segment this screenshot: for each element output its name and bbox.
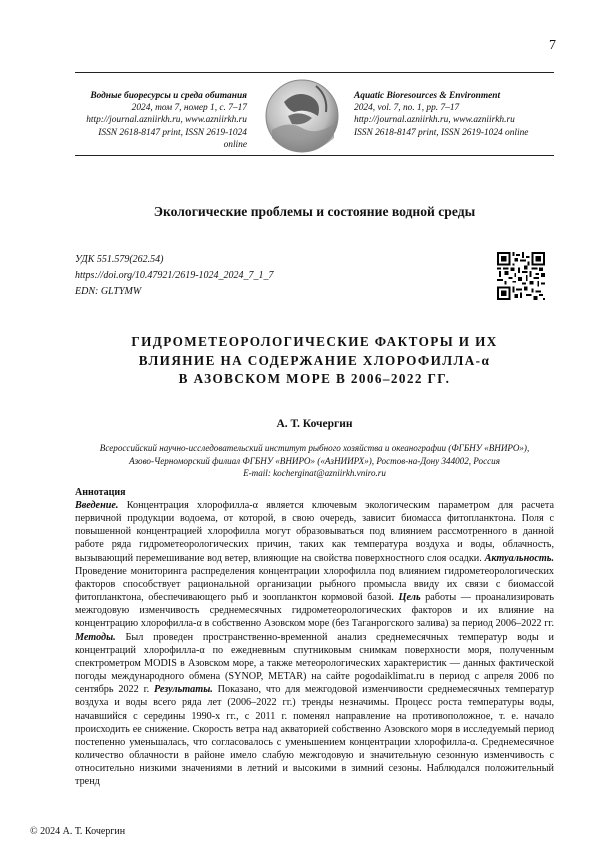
journal-urls-ru[interactable]: http://journal.azniirkh.ru, www.azniirkh.ru: [86, 115, 247, 126]
doi-link[interactable]: https://doi.org/10.47921/2619-1024_2024_7_1_7: [75, 270, 274, 281]
kw-methods: Методы.: [75, 631, 116, 643]
journal-logo: [258, 72, 346, 156]
abstract-methods-text: Был проведен пространственно-временной анализ среднемесячных температур воды и концентраций хлорофилла-α по ежедневным спутниковым снимкам поверхности моря, полученным спектрометром MODIS в Азовском море, а также метеорологических характеристик — данных фактической погоды международного обмена (SYNOP, METAR) на сайте pogodaiklimat.ru в период с апреля 2006 по сентябрь 2022 г.: [75, 631, 554, 696]
title-line-1: ГИДРОМЕТЕОРОЛОГИЧЕСКИЕ ФАКТОРЫ И ИХ: [131, 334, 498, 349]
abstract-relevance-text: Проведение мониторинга распределения концентрации хлорофилла под влиянием гидрометеорологических факторов способствует рациональной организации рыбного промысла ввиду их связи с биомассой фитопланктона, обеспечивающего рыб и зоопланктон кормовой базой.: [75, 565, 554, 604]
copyright-footer: © 2024 А. Т. Кочергин: [30, 826, 126, 837]
journal-header-en: [354, 90, 569, 139]
title-line-3: В АЗОВСКОМ МОРЕ В 2006–2022 ГГ.: [178, 371, 451, 386]
issue-info-ru: 2024, том 7, номер 1, с. 7–17: [131, 103, 247, 114]
article-title: [75, 333, 554, 389]
issn-en: ISSN 2618-8147 print, ISSN 2619-1024 online: [354, 127, 529, 138]
kw-relevance: Актуальность.: [484, 552, 554, 564]
kw-introduction: Введение.: [75, 500, 119, 511]
qr-code: [497, 252, 545, 300]
udk-code: УДК 551.579(262.54): [75, 254, 164, 265]
journal-header-ru: [75, 90, 247, 151]
abstract-heading: Аннотация: [75, 487, 126, 498]
abstract-intro-text: Концентрация хлорофилла-α является ключевым экологическим параметром для расчета первичной продукции водоема, от которой, в свою очередь, зависит биомасса фитопланктона. Поля с повышенной концентрацией хлорофилла могут образовываться под влиянием рассмотренного в данной работе ряда гидрометеорологических причин, таких как температура воздуха и воды, облачность, вызывающий перемешивание вод ветер, влияющие на свойства поверхностного слоя осадки.: [75, 500, 554, 564]
kw-aim: Цель: [398, 592, 421, 604]
affiliation-line-1: Всероссийский научно-исследовательский институт рыбного хозяйства и океанографии (ФГБНУ «ВНИРО»),: [99, 443, 530, 453]
abstract-aim-text: работы — проанализировать межгодовую изменчивость среднемесячных гидрометеорологических факторов и их влияние на концентрацию хлорофилла-α в собственно Азовском море (без Таганрогского залива) за период 2006–2022 гг.: [75, 592, 554, 630]
abstract-text: [75, 499, 554, 788]
article-meta: [75, 252, 274, 300]
journal-urls-en[interactable]: http://journal.azniirkh.ru, www.azniirkh.ru: [354, 115, 515, 126]
affiliation-line-2: Азово-Черноморский филиал ФГБНУ «ВНИРО» («АзНИИРХ»), Ростов-на-Дону 344002, Россия: [129, 455, 500, 466]
page-number: 7: [549, 38, 556, 53]
author-email[interactable]: E-mail: kocherginat@azniirkh.vniro.ru: [243, 468, 386, 479]
journal-name-ru: Водные биоресурсы и среда обитания: [90, 91, 247, 101]
kw-results: Результаты.: [153, 684, 213, 696]
journal-name-en: Aquatic Bioresources & Environment: [354, 91, 501, 101]
section-title: Экологические проблемы и состояние водной среды: [153, 204, 476, 219]
affiliation: [75, 442, 554, 480]
edn-code: EDN: GLTYMW: [75, 286, 142, 297]
author-name: А. Т. Кочергин: [276, 418, 353, 430]
issue-info-en: 2024, vol. 7, no. 1, pp. 7–17: [354, 103, 460, 114]
title-line-2: ВЛИЯНИЕ НА СОДЕРЖАНИЕ ХЛОРОФИЛЛА-α: [138, 352, 491, 368]
issn-ru: ISSN 2618-8147 print, ISSN 2619-1024 online: [98, 127, 247, 150]
abstract-results-text: Показано, что для межгодовой изменчивости среднемесячных температур воздуха и воды всего ряда лет (2006–2022 гг.) тренды незначимы. Процесс роста температуры воды, начавшийся с середины 1990-х гг., с 2011 г. поменял направление на противоположное, т. е. начало происходить ее снижение. Скорость ветра над акваторией собственно Азовского моря в исследуемый период постепенно уменьшалась, что согласовалось с уменьшением концентрации хлорофилла-α. Среднемесячное количество облачности в районе имело слабую межгодовую и значительную сезонную изменчивость с относительно низкими значениями в летний и высокими в зимний сезоны. Наблюдался положительный тренд: [75, 684, 554, 788]
